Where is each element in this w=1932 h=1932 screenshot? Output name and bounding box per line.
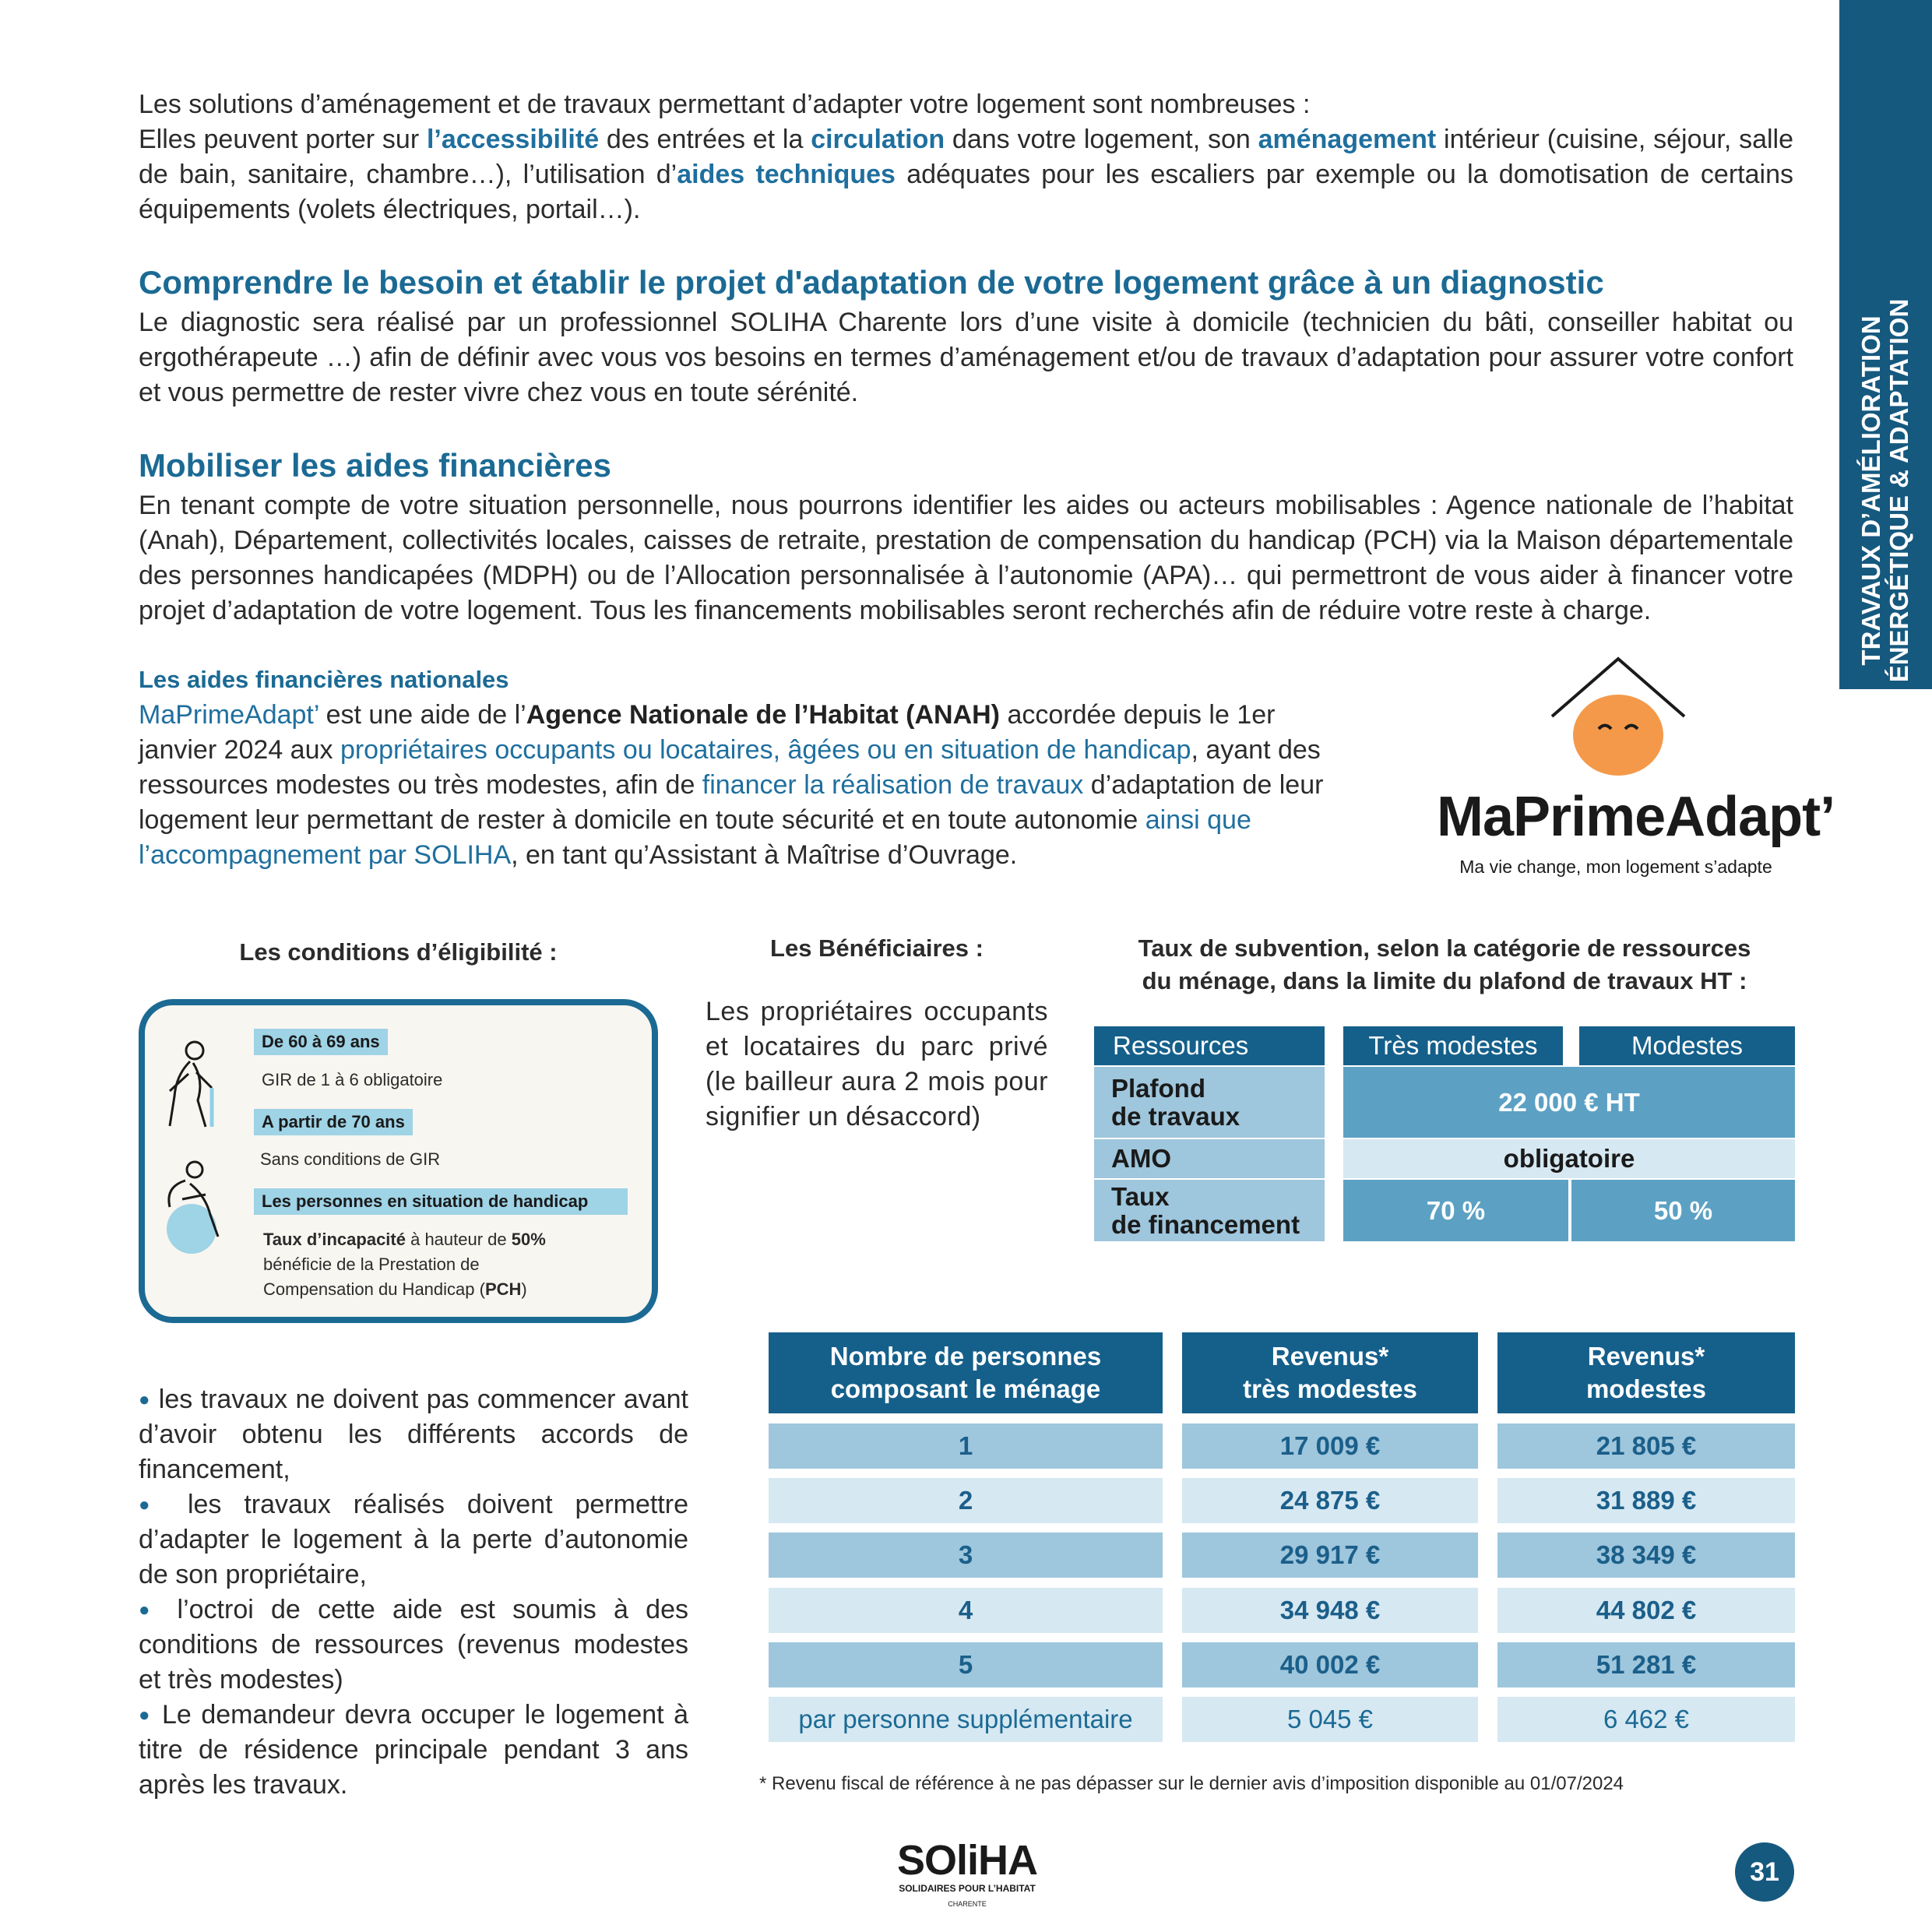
income-row-3-tm: 29 917 € xyxy=(1182,1533,1478,1578)
subsidy-row-plafond-label: Plafond de travaux xyxy=(1094,1067,1325,1138)
subsidy-col-ressources: Ressources xyxy=(1094,1026,1325,1065)
maprimeadapt-logo xyxy=(1437,654,1835,880)
bullet-icon: ● xyxy=(139,1389,151,1410)
side-tab-label: TRAVAUX D’AMÉLIORATION ÉNERGÉTIQUE & ADAPTATION xyxy=(1856,298,1913,683)
income-row-1-tm: 17 009 € xyxy=(1182,1423,1478,1469)
income-row-4-n: 4 xyxy=(769,1588,1163,1633)
section-diagnostic-title: Comprendre le besoin et établir le projet d'adaptation de votre logement grâce à un diagnostic xyxy=(139,264,1604,301)
income-row-extra-n: par personne supplémentaire xyxy=(769,1697,1163,1742)
intro xyxy=(139,87,1793,227)
section-diagnostic-text: Le diagnostic sera réalisé par un professionnel SOLIHA Charente lors d’une visite à domicile (technicien du bâti, conseiller habitat ou ergothérapeute …) afin de définir avec vous vos besoins en termes d’aménagement et/ou de travaux d’adaptation pour assurer votre confort et vous permettre de rester vivre chez vous en toute sérénité. xyxy=(139,308,1793,407)
side-tab xyxy=(1839,0,1932,689)
subsidy-table xyxy=(1094,1026,1795,1241)
income-row-1-n: 1 xyxy=(769,1423,1163,1469)
income-row-5-m: 51 281 € xyxy=(1497,1642,1795,1687)
income-row-5-n: 5 xyxy=(769,1642,1163,1687)
income-col-personnes: Nombre de personnes composant le ménage xyxy=(769,1332,1163,1413)
bullet-icon: ● xyxy=(139,1705,153,1726)
eligibility-box xyxy=(139,999,658,1323)
beneficiaries-text: Les propriétaires occupants et locataires du parc privé (le bailleur aura 2 mois pour signifier un désaccord) xyxy=(706,997,1048,1131)
tag-60-69: De 60 à 69 ans xyxy=(254,1029,388,1055)
text-gir-1-6: GIR de 1 à 6 obligatoire xyxy=(262,1070,443,1089)
bullet-icon: ● xyxy=(139,1494,165,1515)
income-row-extra-tm: 5 045 € xyxy=(1182,1697,1478,1742)
income-row-3-n: 3 xyxy=(769,1533,1163,1578)
elderly-person-icon xyxy=(154,1036,228,1130)
subsidy-row-plafond-value: 22 000 € HT xyxy=(1343,1067,1795,1138)
intro-paragraph: Elles peuvent porter sur l’accessibilité des entrées et la circulation dans votre logement, son aménagement intérieur (cuisine, séjour, salle de bain, sanitaire, chambre…), l’utilisation d’aides techniques adéquates pour les escaliers par exemple ou la domotisation de certains équipements (volets électriques, portail…). xyxy=(139,125,1794,224)
income-row-1-m: 21 805 € xyxy=(1497,1423,1795,1469)
person-on-ball-icon xyxy=(154,1157,240,1258)
income-col-modestes: Revenus* modestes xyxy=(1497,1332,1795,1413)
income-col-tres-modestes: Revenus* très modestes xyxy=(1182,1332,1478,1413)
section-aides-title: Mobiliser les aides financières xyxy=(139,447,611,484)
tag-70-plus: A partir de 70 ans xyxy=(254,1109,413,1135)
subsidy-heading: Taux de subvention, selon la catégorie de ressources du ménage, dans la limite du plafond de travaux HT : xyxy=(1138,934,1751,994)
income-row-5-tm: 40 002 € xyxy=(1182,1642,1478,1687)
subsidy-row-taux-label: Taux de financement xyxy=(1094,1180,1325,1241)
subsidy-row-amo-value: obligatoire xyxy=(1343,1139,1795,1178)
income-row-2-m: 31 889 € xyxy=(1497,1478,1795,1523)
income-footnote: * Revenu fiscal de référence à ne pas dépasser sur le dernier avis d’imposition disponible au 01/07/2024 xyxy=(759,1773,1624,1794)
subsidy-col-tres-modestes: Très modestes xyxy=(1343,1026,1563,1065)
income-row-2-n: 2 xyxy=(769,1478,1163,1523)
income-row-extra-m: 6 462 € xyxy=(1497,1697,1795,1742)
income-row-3-m: 38 349 € xyxy=(1497,1533,1795,1578)
list-item: ● l’octroi de cette aide est soumis à des conditions de ressources (revenus modestes et très modestes) xyxy=(139,1595,688,1694)
section-nationales-title: Les aides financières nationales xyxy=(139,666,509,693)
list-item: ● les travaux réalisés doivent permettre d’adapter le logement à la perte d’autonomie de son propriétaire, xyxy=(139,1490,688,1589)
soliha-logo: SOliHA SOLIDAIRES POUR L’HABITAT CHARENTE xyxy=(896,1837,1038,1908)
income-table xyxy=(769,1332,1795,1745)
text-handicap: Taux d’incapacité à hauteur de 50% bénéficie de la Prestation de Compensation du Handicap (PCH) xyxy=(263,1230,546,1299)
logo-tagline: Ma vie change, mon logement s’adapte xyxy=(1459,857,1772,877)
subsidy-row-amo-label: AMO xyxy=(1094,1139,1325,1178)
bullet-icon: ● xyxy=(139,1599,160,1621)
subsidy-taux-tres-modestes: 70 % xyxy=(1343,1180,1568,1241)
conditions-list xyxy=(139,1382,688,1803)
eligibility-heading: Les conditions d’éligibilité : xyxy=(239,938,558,966)
house-face-icon xyxy=(1437,654,1795,787)
tag-handicap: Les personnes en situation de handicap xyxy=(254,1188,628,1215)
list-item: ● Le demandeur devra occuper le logement à titre de résidence principale pendant 3 ans après les travaux. xyxy=(139,1700,688,1800)
intro-line1: Les solutions d’aménagement et de travaux permettant d’adapter votre logement sont nombreuses : xyxy=(139,90,1311,119)
income-row-4-tm: 34 948 € xyxy=(1182,1588,1478,1633)
text-sans-gir: Sans conditions de GIR xyxy=(260,1149,441,1169)
section-nationales-text: MaPrimeAdapt’ est une aide de l’Agence Nationale de l’Habitat (ANAH) accordée depuis le 1er janvier 2024 aux propriétaires occupants ou locataires, âgées ou en situation de handicap, ayant des ressources modestes ou très modestes, afin de financer la réalisation de travaux d’adaptation de leur logement leur permettant de rester à domicile en toute sécurité et en toute autonomie ainsi que l’accompagnement par SOLIHA, en tant qu’Assistant à Maîtrise d’Ouvrage. xyxy=(139,700,1324,870)
page-number: 31 xyxy=(1735,1842,1794,1902)
section-aides-text: En tenant compte de votre situation personnelle, nous pourrons identifier les aides ou acteurs mobilisables : Agence nationale de l’habitat (Anah), Département, collectivités locales, caisses de retraite, prestation de compensation du handicap (PCH) via la Maison départementale des personnes handicapées (MDPH) ou de l’Allocation personnalisée à l’autonomie (APA)… qui permettront de vous aider à financer votre projet d’adaptation de votre logement. Tous les financements mobilisables seront recherchés afin de réduire votre reste à charge. xyxy=(139,491,1793,625)
income-row-4-m: 44 802 € xyxy=(1497,1588,1795,1633)
beneficiaries-heading: Les Bénéficiaires : xyxy=(770,934,984,962)
list-item: ● les travaux ne doivent pas commencer avant d’avoir obtenu les différents accords de financement, xyxy=(139,1385,689,1484)
logo-name: MaPrimeAdapt’ xyxy=(1437,786,1835,848)
subsidy-taux-modestes: 50 % xyxy=(1571,1180,1795,1241)
subsidy-col-modestes: Modestes xyxy=(1579,1026,1795,1065)
income-row-2-tm: 24 875 € xyxy=(1182,1478,1478,1523)
